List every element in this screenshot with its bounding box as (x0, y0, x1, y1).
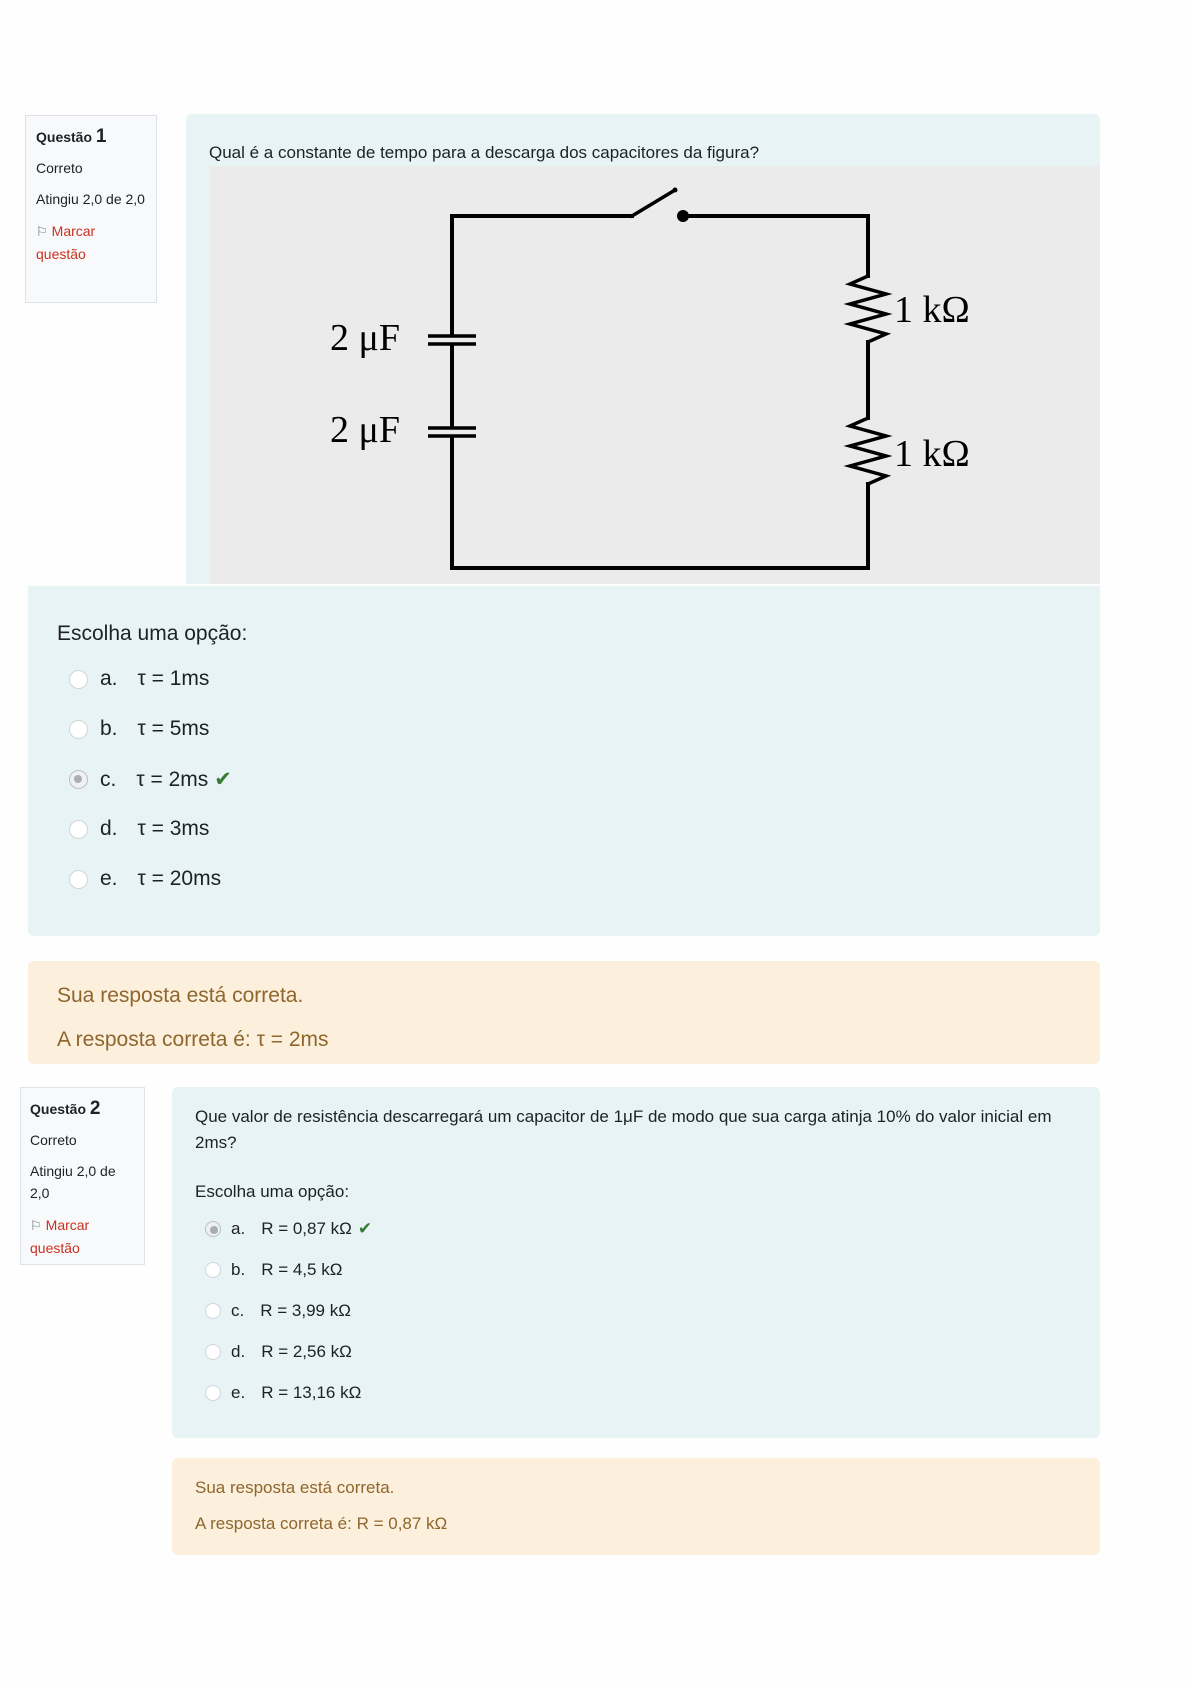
q2-option-radio[interactable] (205, 1262, 221, 1278)
q2-option-d[interactable] (205, 1342, 352, 1362)
q1-option-letter: c. (100, 767, 117, 791)
q1-number-value: 1 (95, 126, 107, 147)
q1-option-text: τ = 1ms (137, 667, 210, 690)
q1-option-d[interactable] (69, 817, 209, 841)
q2-option-letter: d. (231, 1342, 246, 1361)
q1-option-radio[interactable] (69, 670, 88, 689)
circuit-diagram (210, 166, 1100, 584)
q1-option-letter: b. (100, 717, 118, 740)
q2-option-text: R = 4,5 kΩ (261, 1260, 343, 1279)
q2-number-value: 2 (89, 1098, 101, 1119)
q2-number (30, 1098, 135, 1120)
q1-option-c[interactable] (69, 767, 232, 792)
q1-feedback-answer: A resposta correta é: τ = 2ms (57, 1028, 329, 1051)
q1-option-text: τ = 5ms (137, 717, 210, 740)
q2-option-text: R = 0,87 kΩ (261, 1219, 352, 1238)
q2-option-letter: a. (231, 1219, 246, 1238)
q2-option-text: R = 3,99 kΩ (260, 1301, 351, 1320)
q1-feedback (28, 961, 1100, 1064)
q2-feedback-answer: A resposta correta é: R = 0,87 kΩ (195, 1514, 448, 1533)
q2-option-e[interactable] (205, 1383, 361, 1403)
q1-option-e[interactable] (69, 867, 221, 891)
q1-number (36, 126, 146, 148)
q2-option-b[interactable] (205, 1260, 342, 1280)
q1-label: Questão (36, 129, 93, 145)
q1-image-left-strip (186, 166, 210, 584)
q1-option-text: τ = 2ms (136, 767, 209, 791)
q1-grade: Atingiu 2,0 de 2,0 (36, 191, 145, 207)
q2-state: Correto (30, 1132, 77, 1148)
q2-option-a[interactable] (205, 1219, 372, 1239)
q2-option-radio[interactable] (205, 1303, 221, 1319)
q1-state: Correto (36, 160, 83, 176)
q1-feedback-status: Sua resposta está correta. (57, 984, 304, 1007)
q2-option-radio[interactable] (205, 1221, 221, 1237)
q2-option-c[interactable] (205, 1301, 351, 1321)
res-bottom-label: 1 kΩ (894, 433, 970, 475)
correct-check-icon: ✔ (357, 1219, 373, 1238)
q2-label: Questão (30, 1101, 87, 1117)
res-top-label: 1 kΩ (894, 289, 970, 331)
q1-flag-label: Marcar questão (36, 223, 96, 262)
q2-option-letter: c. (231, 1301, 245, 1320)
q2-option-letter: e. (231, 1383, 246, 1402)
q2-feedback (172, 1458, 1100, 1555)
q1-question-header (186, 114, 1100, 166)
correct-check-icon: ✔ (214, 768, 232, 791)
q2-grade: Atingiu 2,0 de 2,0 (30, 1163, 116, 1201)
q1-option-a[interactable] (69, 667, 209, 691)
q1-option-radio[interactable] (69, 770, 88, 789)
q2-prompt: Escolha uma opção: (195, 1182, 350, 1201)
switch-contact (677, 210, 689, 222)
q2-option-text: R = 13,16 kΩ (261, 1383, 362, 1402)
q2-flag-label: Marcar questão (30, 1217, 90, 1256)
q1-info-box (25, 115, 157, 303)
q2-info-box (20, 1087, 145, 1265)
q2-option-radio[interactable] (205, 1385, 221, 1401)
q2-option-radio[interactable] (205, 1344, 221, 1360)
q1-option-radio[interactable] (69, 720, 88, 739)
q1-prompt: Escolha uma opção: (57, 622, 248, 645)
q1-option-radio[interactable] (69, 820, 88, 839)
q2-option-letter: b. (231, 1260, 246, 1279)
cap-top-label: 2 μF (330, 317, 401, 359)
q1-option-text: τ = 20ms (137, 867, 222, 890)
q2-flag-question-link[interactable] (30, 1214, 135, 1259)
cap-bottom-label: 2 μF (330, 409, 401, 451)
q2-feedback-status: Sua resposta está correta. (195, 1478, 395, 1497)
q1-option-radio[interactable] (69, 870, 88, 889)
q1-option-b[interactable] (69, 717, 209, 741)
q1-flag-question-link[interactable] (36, 220, 146, 265)
q2-option-text: R = 2,56 kΩ (261, 1342, 352, 1361)
q1-question-text: Qual é a constante de tempo para a descarga dos capacitores da figura? (209, 143, 760, 162)
flag-icon: ⚐ (30, 1218, 42, 1233)
q1-option-letter: a. (100, 667, 118, 690)
flag-icon: ⚐ (36, 224, 48, 239)
q1-option-text: τ = 3ms (137, 817, 210, 840)
q2-question-text: Que valor de resistência descarregará um capacitor de 1μF de modo que sua carga atinja 10% do valor inicial em 2ms? (195, 1107, 1052, 1152)
q1-option-letter: e. (100, 867, 118, 890)
q1-option-letter: d. (100, 817, 118, 840)
q1-circuit-figure (210, 166, 1100, 584)
